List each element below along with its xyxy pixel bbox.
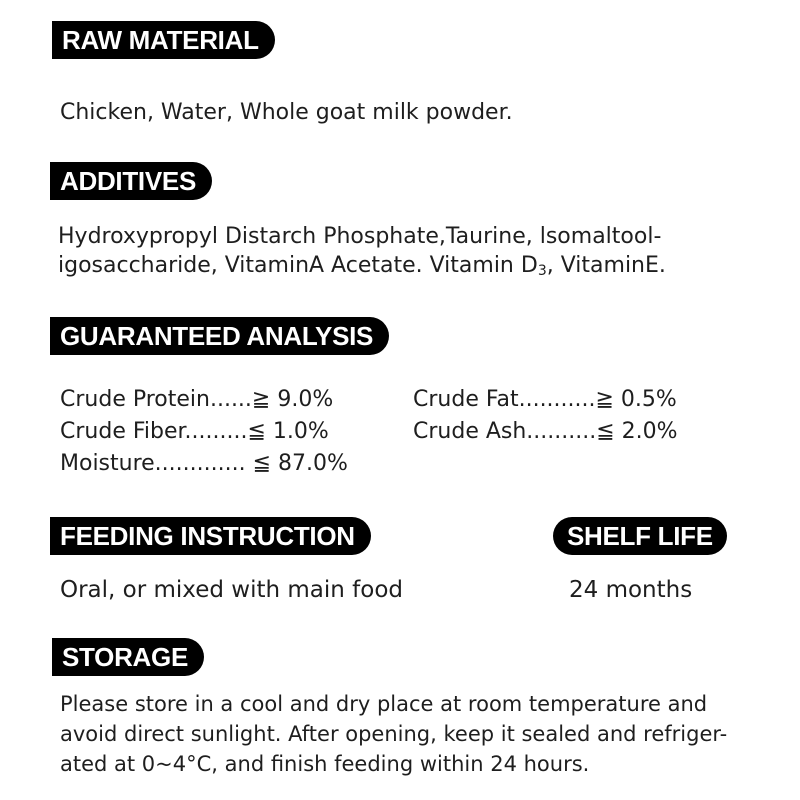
- additives-line-2-a: igosaccharide, VitaminA Acetate. Vitamin D: [58, 253, 538, 278]
- storage-text: [60, 689, 727, 779]
- raw-material-heading: RAW MATERIAL: [52, 21, 275, 59]
- additives-subscript: 3: [537, 263, 547, 279]
- additives-text: [58, 222, 666, 283]
- storage-heading: STORAGE: [52, 638, 204, 676]
- storage-line-1: Please store in a cool and dry place at room temperature and: [60, 692, 708, 716]
- analysis-moisture: Moisture............. ≦ 87.0%: [60, 451, 348, 476]
- analysis-crude-ash: Crude Ash..........≦ 2.0%: [413, 419, 678, 444]
- analysis-crude-fat: Crude Fat...........≧ 0.5%: [413, 387, 677, 412]
- additives-line-2-b: , VitaminE.: [546, 253, 666, 278]
- guaranteed-analysis-heading: GUARANTEED ANALYSIS: [50, 317, 389, 355]
- additives-heading: ADDITIVES: [50, 162, 212, 200]
- shelf-life-text: 24 months: [569, 577, 693, 603]
- raw-material-text: Chicken, Water, Whole goat milk powder.: [60, 100, 513, 125]
- additives-line-1: Hydroxypropyl Distarch Phosphate,Taurine, lsomaltool-: [58, 224, 662, 249]
- storage-line-2: avoid direct sunlight. After opening, keep it sealed and refriger-: [60, 722, 728, 746]
- shelf-life-heading: SHELF LIFE: [553, 517, 727, 555]
- feeding-instruction-heading: FEEDING INSTRUCTION: [50, 517, 371, 555]
- feeding-instruction-text: Oral, or mixed with main food: [60, 577, 403, 603]
- analysis-crude-protein: Crude Protein......≧ 9.0%: [60, 387, 334, 412]
- storage-line-3: ated at 0~4°C, and finish feeding within 24 hours.: [60, 752, 590, 776]
- additives-line-2: [58, 251, 666, 283]
- analysis-crude-fiber: Crude Fiber.........≦ 1.0%: [60, 419, 329, 444]
